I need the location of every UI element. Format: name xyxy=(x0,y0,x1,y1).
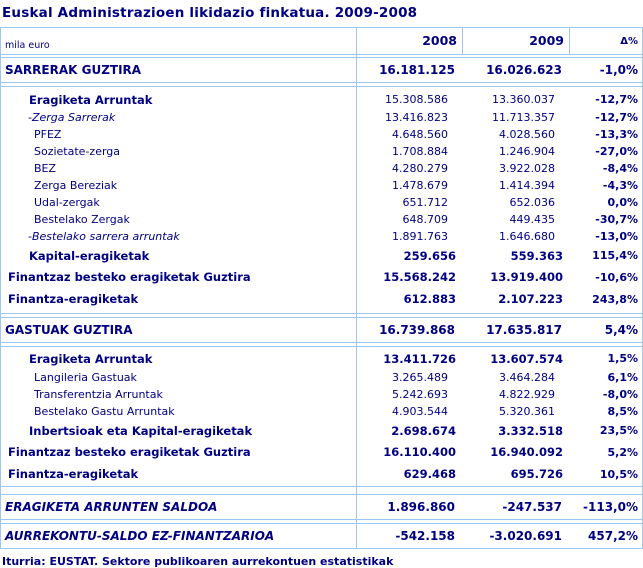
row-value-2008: 5.242.693 xyxy=(392,388,448,401)
row-value-2008: 1.708.884 xyxy=(392,145,448,158)
row-delta-pct: -13,0% xyxy=(595,230,638,243)
table-row xyxy=(1,369,642,386)
row-delta-pct: -8,4% xyxy=(602,162,638,175)
block-gastuak-total xyxy=(1,317,642,343)
row-delta-pct: -12,7% xyxy=(595,111,638,124)
block-saldo-arrunta xyxy=(1,494,642,520)
table-row xyxy=(1,420,642,441)
row-label: Udal-zergak xyxy=(34,196,100,209)
row-label: Inbertsioak eta Kapital-eragiketak xyxy=(29,423,253,438)
row-label: Zerga Bereziak xyxy=(34,179,118,192)
table-row xyxy=(1,496,642,518)
row-delta-pct: 23,5% xyxy=(599,424,638,437)
table-row xyxy=(1,228,642,245)
table-row xyxy=(1,211,642,228)
row-value-2008: 612.883 xyxy=(403,292,456,306)
row-delta-pct: -13,3% xyxy=(595,128,638,141)
row-value-2008: 15.568.242 xyxy=(383,270,456,284)
page-title: Euskal Administrazioen likidazio finkatua. 2009-2008 xyxy=(2,5,418,21)
row-label: Eragiketa Arruntak xyxy=(29,351,153,366)
table-row xyxy=(1,126,642,143)
row-delta-pct: 457,2% xyxy=(588,529,638,543)
row-value-2008: 16.181.125 xyxy=(379,63,455,77)
row-delta-pct: -8,0% xyxy=(602,388,638,401)
row-value-2008: 16.110.400 xyxy=(383,445,456,459)
row-value-2008: 1.891.763 xyxy=(392,230,448,243)
row-label: BEZ xyxy=(34,162,57,175)
table-row xyxy=(1,59,642,81)
row-value-2009: 3.464.284 xyxy=(499,371,555,384)
row-value-2009: 5.320.361 xyxy=(499,405,555,418)
table-row xyxy=(1,319,642,341)
row-label: Transferentzia Arruntak xyxy=(34,388,163,401)
row-value-2009: 2.107.223 xyxy=(498,292,563,306)
row-value-2009: 13.919.400 xyxy=(490,270,563,284)
table-row xyxy=(1,194,642,211)
row-delta-pct: 6,1% xyxy=(607,371,638,384)
unit-label: mila euro xyxy=(5,40,50,51)
table-row xyxy=(1,160,642,177)
row-value-2009: 17.635.817 xyxy=(486,323,562,337)
row-value-2009: 16.940.092 xyxy=(490,445,563,459)
block-gastuak-detail xyxy=(1,346,642,487)
table-row xyxy=(1,245,642,266)
table-row xyxy=(1,403,642,420)
row-value-2008: 4.903.544 xyxy=(392,405,448,418)
row-label: PFEZ xyxy=(34,128,62,141)
row-value-2009: 13.360.037 xyxy=(492,93,555,106)
row-label: Langileria Gastuak xyxy=(34,371,137,384)
row-value-2008: 259.656 xyxy=(403,248,456,263)
row-value-2008: 13.416.823 xyxy=(385,111,448,124)
row-delta-pct: -12,7% xyxy=(595,93,638,106)
row-value-2008: 13.411.726 xyxy=(383,351,456,366)
row-value-2009: 11.713.357 xyxy=(492,111,555,124)
row-value-2009: 449.435 xyxy=(509,213,555,226)
row-value-2008: 1.896.860 xyxy=(387,500,455,514)
col-header-delta-pct: Δ% xyxy=(620,36,638,47)
row-value-2009: -3.020.691 xyxy=(489,529,562,543)
table-row xyxy=(1,288,642,310)
row-label: Finantzaz besteko eragiketak Guztira xyxy=(8,445,251,459)
table-row xyxy=(1,109,642,126)
row-value-2008: -542.158 xyxy=(395,529,455,543)
table-row xyxy=(1,386,642,403)
table-row xyxy=(1,441,642,463)
row-label: SARRERAK GUZTIRA xyxy=(5,63,142,77)
statistics-table xyxy=(0,27,643,549)
source-note: Iturria: EUSTAT. Sektore publikoaren aurrekontuen estatistikak xyxy=(2,555,394,568)
row-value-2008: 648.709 xyxy=(402,213,448,226)
row-delta-pct: -30,7% xyxy=(595,213,638,226)
block-sarrerak-detail xyxy=(1,86,642,314)
row-value-2009: 695.726 xyxy=(510,467,563,481)
row-delta-pct: 115,4% xyxy=(592,249,638,262)
row-label: ERAGIKETA ARRUNTEN SALDOA xyxy=(5,500,218,514)
table-row xyxy=(1,177,642,194)
row-value-2009: 4.822.929 xyxy=(499,388,555,401)
row-value-2008: 629.468 xyxy=(403,467,456,481)
block-gap xyxy=(1,487,642,494)
row-value-2008: 4.648.560 xyxy=(392,128,448,141)
row-delta-pct: -27,0% xyxy=(595,145,638,158)
column-divider xyxy=(356,27,357,549)
row-delta-pct: 10,5% xyxy=(599,467,638,481)
row-delta-pct: 5,2% xyxy=(607,445,638,459)
row-value-2009: 1.646.680 xyxy=(499,230,555,243)
row-value-2009: 559.363 xyxy=(510,248,563,263)
table-row xyxy=(1,525,642,547)
table-header-row xyxy=(1,27,642,55)
row-value-2009: 13.607.574 xyxy=(490,351,563,366)
row-delta-pct: 0,0% xyxy=(607,196,638,209)
row-value-2008: 4.280.279 xyxy=(392,162,448,175)
row-label: Bestelako Zergak xyxy=(34,213,130,226)
row-value-2008: 2.698.674 xyxy=(391,423,456,438)
row-delta-pct: -1,0% xyxy=(599,63,638,77)
row-value-2009: 1.246.904 xyxy=(499,145,555,158)
block-saldo-ez-finantzarioa xyxy=(1,523,642,549)
row-label: -Zerga Sarrerak xyxy=(28,111,116,124)
table-row xyxy=(1,143,642,160)
row-label: Bestelako Gastu Arruntak xyxy=(34,405,175,418)
row-label: Eragiketa Arruntak xyxy=(29,92,153,107)
row-value-2009: 4.028.560 xyxy=(499,128,555,141)
block-sarrerak-total xyxy=(1,57,642,83)
row-delta-pct: 1,5% xyxy=(607,352,638,365)
row-label: Finantzaz besteko eragiketak Guztira xyxy=(8,270,251,284)
row-value-2009: 3.332.518 xyxy=(498,423,563,438)
row-value-2009: 1.414.394 xyxy=(499,179,555,192)
table-row xyxy=(1,463,642,485)
row-label: GASTUAK GUZTIRA xyxy=(5,323,133,337)
row-value-2008: 15.308.586 xyxy=(385,93,448,106)
table-row xyxy=(1,266,642,288)
row-delta-pct: 243,8% xyxy=(592,292,638,306)
row-label: Sozietate-zerga xyxy=(34,145,121,158)
row-delta-pct: -10,6% xyxy=(595,270,638,284)
table-row xyxy=(1,348,642,369)
table-row xyxy=(1,90,642,109)
row-value-2009: 3.922.028 xyxy=(499,162,555,175)
col-header-2008: 2008 xyxy=(356,28,463,54)
row-delta-pct: -4,3% xyxy=(602,179,638,192)
row-label: Finantza-eragiketak xyxy=(8,292,139,306)
row-label: -Bestelako sarrera arruntak xyxy=(28,230,180,243)
row-delta-pct: 5,4% xyxy=(604,323,638,337)
row-label: Kapital-eragiketak xyxy=(29,248,150,263)
row-delta-pct: -113,0% xyxy=(583,500,638,514)
row-value-2009: 16.026.623 xyxy=(486,63,562,77)
row-value-2008: 1.478.679 xyxy=(392,179,448,192)
row-delta-pct: 8,5% xyxy=(607,405,638,418)
unit-label-cell xyxy=(1,28,356,54)
row-value-2009: 652.036 xyxy=(509,196,555,209)
row-value-2009: -247.537 xyxy=(502,500,562,514)
row-value-2008: 651.712 xyxy=(402,196,448,209)
col-header-2009: 2009 xyxy=(463,28,570,54)
row-value-2008: 3.265.489 xyxy=(392,371,448,384)
row-label: AURREKONTU-SALDO EZ-FINANTZARIOA xyxy=(5,529,275,543)
row-label: Finantza-eragiketak xyxy=(8,467,139,481)
row-value-2008: 16.739.868 xyxy=(379,323,455,337)
